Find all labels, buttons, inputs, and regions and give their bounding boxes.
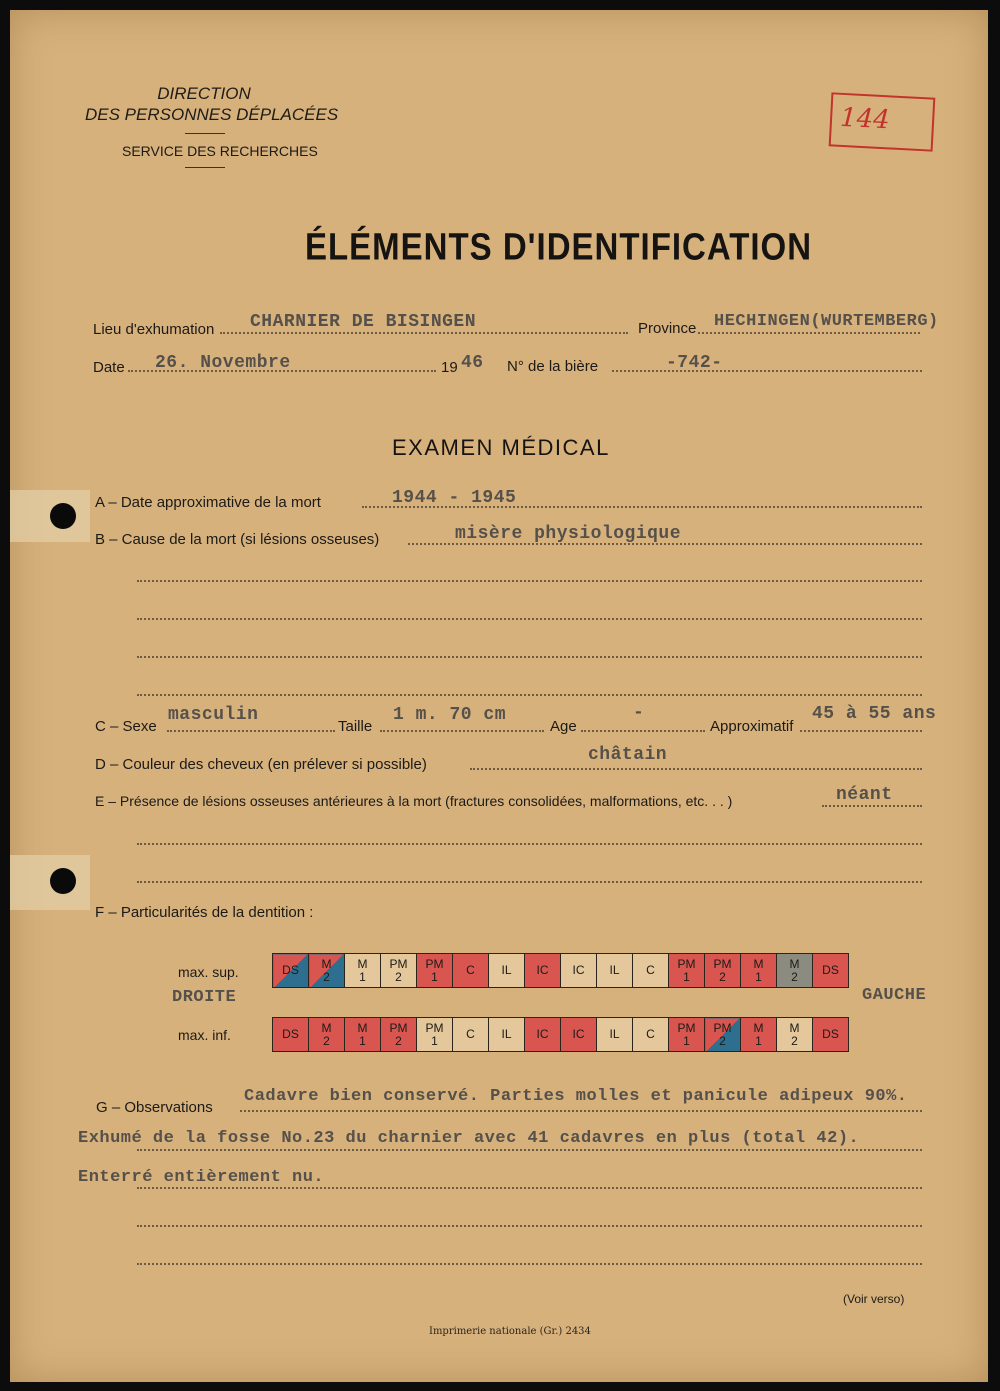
tooth-code: IC <box>536 963 549 977</box>
tooth-number: 2 <box>719 1033 726 1048</box>
g-dots-2 <box>137 1149 922 1151</box>
g-dots-1 <box>240 1110 922 1112</box>
page-title: ÉLÉMENTS D'IDENTIFICATION <box>305 225 813 268</box>
tooth-number: 2 <box>323 1033 330 1048</box>
field-c-value: masculin <box>168 705 259 725</box>
field-b-value: misère physiologique <box>455 524 682 544</box>
province-value: HECHINGEN(WURTEMBERG) <box>714 312 939 331</box>
tooth-code: IC <box>572 963 585 977</box>
header-rule-1 <box>185 133 225 134</box>
section-title: EXAMEN MÉDICAL <box>392 435 610 460</box>
field-c-label: C – Sexe <box>95 718 157 735</box>
blank-line-3 <box>137 656 922 658</box>
lower-tooth <box>417 1018 453 1052</box>
approx-dots <box>800 730 922 732</box>
tooth-code: M <box>357 956 368 971</box>
tooth-code: IL <box>501 963 512 977</box>
lower-tooth <box>633 1018 669 1052</box>
lower-tooth <box>489 1018 525 1052</box>
tooth-code: C <box>466 1027 475 1041</box>
biere-label: N° de la bière <box>507 358 599 375</box>
tooth-code: IC <box>572 1027 585 1041</box>
upper-tooth <box>561 954 597 988</box>
upper-tooth <box>741 954 777 988</box>
tooth-code: IL <box>501 1027 512 1041</box>
tooth-code: DS <box>282 1027 299 1041</box>
province-label: Province <box>638 320 697 337</box>
left-side-label: GAUCHE <box>862 986 927 1005</box>
age-value: - <box>633 703 645 723</box>
tooth-code: M <box>357 1020 368 1035</box>
lower-tooth <box>345 1018 381 1052</box>
lower-tooth <box>561 1018 597 1052</box>
lower-tooth <box>453 1018 489 1052</box>
field-b-label: B – Cause de la mort (si lésions osseuses) <box>95 531 380 548</box>
org-line-1: DIRECTION <box>157 84 251 103</box>
upper-tooth <box>345 954 381 988</box>
field-d-value: châtain <box>588 745 668 765</box>
g-dots-3 <box>137 1187 922 1189</box>
upper-teeth-table <box>272 953 849 988</box>
province-dots <box>698 332 920 334</box>
year-value: 46 <box>461 353 484 373</box>
tooth-code: PM <box>713 1020 732 1035</box>
tooth-code: PM <box>677 956 696 971</box>
tooth-code: M <box>753 1020 764 1035</box>
upper-tooth <box>705 954 741 988</box>
blank-line-2 <box>137 618 922 620</box>
taille-value: 1 m. 70 cm <box>393 705 507 725</box>
age-dots <box>581 730 705 732</box>
punch-hole-top <box>50 503 76 529</box>
tooth-number: 2 <box>323 969 330 984</box>
upper-teeth-row <box>273 954 849 988</box>
upper-tooth <box>777 954 813 988</box>
year-prefix: 19 <box>441 359 458 376</box>
upper-tooth <box>525 954 561 988</box>
lower-tooth <box>273 1018 309 1052</box>
field-a-value: 1944 - 1945 <box>392 488 517 508</box>
field-a-label: A – Date approximative de la mort <box>95 494 321 511</box>
lieu-dots <box>220 332 628 334</box>
age-label: Age <box>550 718 577 735</box>
approx-label: Approximatif <box>710 718 794 735</box>
lower-tooth <box>705 1018 741 1052</box>
printer-credit: Imprimerie nationale (Gr.) 2434 <box>429 1326 591 1337</box>
tooth-code: IL <box>609 1027 620 1041</box>
tooth-code: PM <box>713 956 732 971</box>
max-sup-label: max. sup. <box>178 964 239 980</box>
upper-tooth <box>597 954 633 988</box>
lieu-label: Lieu d'exhumation <box>93 321 215 338</box>
observations-line-3: Enterré entièrement nu. <box>78 1168 325 1187</box>
service-name: SERVICE DES RECHERCHES <box>122 143 318 159</box>
field-f-label: F – Particularités de la dentition : <box>95 904 314 921</box>
tooth-number: 1 <box>683 969 690 984</box>
tooth-code: C <box>646 963 655 977</box>
tooth-number: 2 <box>395 1033 402 1048</box>
tooth-code: M <box>321 956 332 971</box>
date-label: Date <box>93 359 125 376</box>
approx-value: 45 à 55 ans <box>812 704 937 724</box>
punch-hole-bottom <box>50 868 76 894</box>
tooth-code: C <box>646 1027 655 1041</box>
upper-tooth <box>813 954 849 988</box>
voir-verso: (Voir verso) <box>843 1292 905 1306</box>
tooth-code: PM <box>677 1020 696 1035</box>
observations-line-1: Cadavre bien conservé. Parties molles et panicule adipeux 90%. <box>244 1087 908 1106</box>
field-e-label: E – Présence de lésions osseuses antérieures à la mort (fractures consolidées, malformations, etc. . . ) <box>95 793 733 809</box>
tooth-code: IL <box>609 963 620 977</box>
tooth-number: 1 <box>431 1033 438 1048</box>
blank-line-6 <box>137 881 922 883</box>
right-side-label: DROITE <box>172 988 237 1007</box>
field-g-label: G – Observations <box>96 1099 213 1116</box>
lieu-value: CHARNIER DE BISINGEN <box>250 312 477 332</box>
g-dots-5 <box>137 1263 922 1265</box>
field-d-dots <box>470 768 922 770</box>
tooth-number: 1 <box>431 969 438 984</box>
blank-line-1 <box>137 580 922 582</box>
lower-tooth <box>381 1018 417 1052</box>
org-line-2: DES PERSONNES DÉPLACÉES <box>85 105 339 124</box>
field-e-value: néant <box>836 785 893 805</box>
tooth-code: C <box>466 963 475 977</box>
upper-tooth <box>453 954 489 988</box>
g-dots-4 <box>137 1225 922 1227</box>
biere-dots <box>612 370 922 372</box>
upper-tooth <box>633 954 669 988</box>
tooth-number: 1 <box>755 969 762 984</box>
tooth-number: 2 <box>395 969 402 984</box>
lower-tooth <box>525 1018 561 1052</box>
taille-label: Taille <box>338 718 373 735</box>
tooth-number: 1 <box>683 1033 690 1048</box>
tooth-code: DS <box>822 1027 839 1041</box>
tooth-code: M <box>789 956 800 971</box>
tooth-code: M <box>321 1020 332 1035</box>
max-inf-label: max. inf. <box>178 1027 231 1043</box>
taille-dots <box>380 730 544 732</box>
lower-tooth <box>741 1018 777 1052</box>
lower-tooth <box>309 1018 345 1052</box>
upper-tooth <box>309 954 345 988</box>
lower-teeth-row <box>273 1018 849 1052</box>
blank-line-4 <box>137 694 922 696</box>
tooth-code: PM <box>389 956 408 971</box>
observations-line-2: Exhumé de la fosse No.23 du charnier avec 41 cadavres en plus (total 42). <box>78 1129 860 1148</box>
sexe-dots <box>167 730 335 732</box>
tooth-number: 1 <box>755 1033 762 1048</box>
blank-line-5 <box>137 843 922 845</box>
lower-tooth <box>813 1018 849 1052</box>
tooth-number: 2 <box>791 969 798 984</box>
tooth-code: DS <box>822 963 839 977</box>
tooth-number: 2 <box>719 969 726 984</box>
lower-teeth-table <box>272 1017 849 1052</box>
tooth-code: M <box>789 1020 800 1035</box>
header-rule-2 <box>185 167 225 168</box>
field-d-label: D – Couleur des cheveux (en prélever si possible) <box>95 756 427 773</box>
lower-tooth <box>777 1018 813 1052</box>
tooth-code: M <box>753 956 764 971</box>
tooth-number: 2 <box>791 1033 798 1048</box>
upper-tooth <box>417 954 453 988</box>
tooth-code: PM <box>389 1020 408 1035</box>
tooth-code: PM <box>425 956 444 971</box>
tooth-code: PM <box>425 1020 444 1035</box>
upper-tooth <box>381 954 417 988</box>
lower-tooth <box>597 1018 633 1052</box>
biere-value: -742- <box>666 353 723 373</box>
date-value: 26. Novembre <box>155 353 291 373</box>
tooth-number: 1 <box>359 969 366 984</box>
field-e-dots <box>822 805 922 807</box>
upper-tooth <box>489 954 525 988</box>
tooth-code: DS <box>282 963 299 977</box>
upper-tooth <box>669 954 705 988</box>
upper-tooth <box>273 954 309 988</box>
tooth-code: IC <box>536 1027 549 1041</box>
file-number-stamp: 144 <box>829 92 936 151</box>
tooth-number: 1 <box>359 1033 366 1048</box>
lower-tooth <box>669 1018 705 1052</box>
